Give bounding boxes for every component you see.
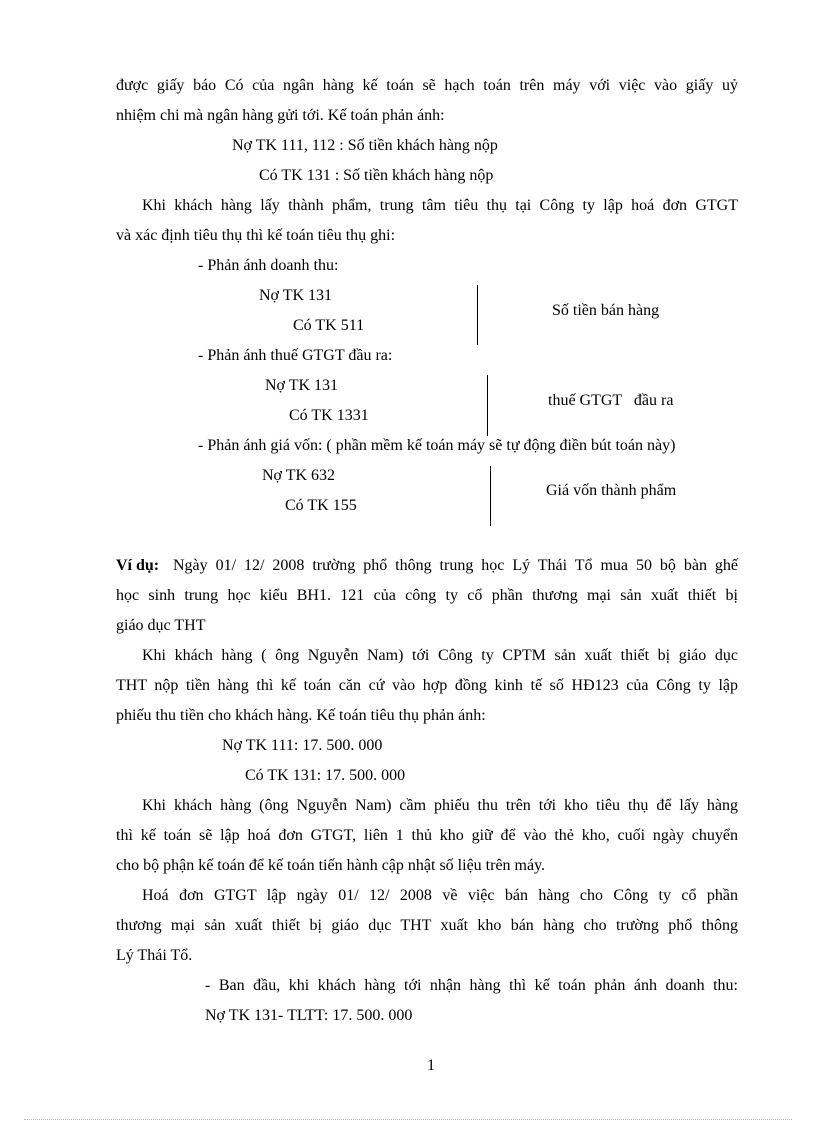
list-item: - Ban đầu, khi khách hàng tới nhận hàng thì kế toán phản ánh doanh thu: — [205, 977, 738, 994]
entry-debit: Nợ TK 131- TLTT: 17. 500. 000 — [205, 1007, 413, 1024]
list-item: - Phản ánh thuế GTGT đầu ra: — [198, 347, 393, 364]
paragraph-line: phiếu thu tiền cho khách hàng. Kế toán tiêu thụ phản ánh: — [116, 707, 486, 724]
bracket-divider — [490, 466, 491, 526]
entry-credit: Có TK 1331 — [289, 407, 369, 424]
paragraph-line: giáo dục THT — [116, 617, 206, 634]
paragraph-line: Khi khách hàng ( ông Nguyễn Nam) tới Công ty CPTM sản xuất thiết bị giáo dục — [142, 647, 738, 664]
bracket-label: Số tiền bán hàng — [552, 302, 660, 319]
page-number: 1 — [427, 1057, 435, 1074]
list-item: - Phản ánh giá vốn: ( phần mềm kế toán máy sẽ tự động điền bút toán này) — [198, 437, 676, 454]
entry-debit: Nợ TK 131 — [259, 287, 333, 304]
paragraph-line: Khi khách hàng lấy thành phẩm, trung tâm tiêu thụ tại Công ty lập hoá đơn GTGT — [142, 197, 738, 214]
paragraph-line: thì kế toán sẽ lập hoá đơn GTGT, liên 1 thủ kho giữ để vào thẻ kho, cuối ngày chuyển — [116, 827, 738, 844]
entry-credit: Có TK 511 — [293, 317, 365, 334]
paragraph-line: cho bộ phận kế toán để kế toán tiến hành cập nhật số liệu trên máy. — [116, 857, 546, 874]
entry-debit: Nợ TK 632 — [262, 467, 336, 484]
page-border — [24, 1119, 792, 1120]
paragraph-line: học sinh trung học kiểu BH1. 121 của công ty cổ phần thương mại sản xuất thiết bị — [116, 587, 738, 604]
paragraph-line: Hoá đơn GTGT lập ngày 01/ 12/ 2008 về việc bán hàng cho Công ty cổ phần — [142, 887, 738, 904]
paragraph-line: và xác định tiêu thụ thì kế toán tiêu thụ ghi: — [116, 227, 396, 244]
bracket-divider — [487, 375, 488, 436]
entry-credit: Có TK 131 : Số tiền khách hàng nộp — [259, 167, 494, 184]
bracket-divider — [477, 285, 478, 345]
entry-debit: Nợ TK 111: 17. 500. 000 — [222, 737, 383, 754]
entry-debit: Nợ TK 111, 112 : Số tiền khách hàng nộp — [232, 137, 498, 154]
bracket-label: Giá vốn thành phẩm — [546, 482, 677, 499]
paragraph-line: Ngày 01/ 12/ 2008 trường phổ thông trung học Lý Thái Tổ mua 50 bộ bàn ghế — [173, 557, 738, 574]
example-label: Ví dụ: — [116, 557, 160, 574]
paragraph-line: thương mại sản xuất thiết bị giáo dục THT xuất kho bán hàng cho trường phổ thông — [116, 917, 738, 934]
paragraph-line: THT nộp tiền hàng thì kế toán căn cứ vào hợp đồng kinh tế số HĐ123 của Công ty lập — [116, 677, 738, 694]
entry-credit: Có TK 131: 17. 500. 000 — [245, 767, 406, 784]
bracket-label: thuế GTGT đầu ra — [548, 392, 674, 409]
list-item: - Phản ánh doanh thu: — [198, 257, 339, 274]
entry-credit: Có TK 155 — [285, 497, 357, 514]
entry-debit: Nợ TK 131 — [265, 377, 339, 394]
paragraph-line: Lý Thái Tổ. — [116, 947, 193, 964]
paragraph-line: được giấy báo Có của ngân hàng kế toán sẽ hạch toán trên máy với việc vào giấy uỷ — [116, 77, 738, 94]
paragraph-line: Khi khách hàng (ông Nguyễn Nam) cầm phiếu thu trên tới kho tiêu thụ để lấy hàng — [142, 797, 738, 814]
paragraph-line: nhiệm chi mà ngân hàng gửi tới. Kế toán phản ánh: — [116, 107, 445, 124]
